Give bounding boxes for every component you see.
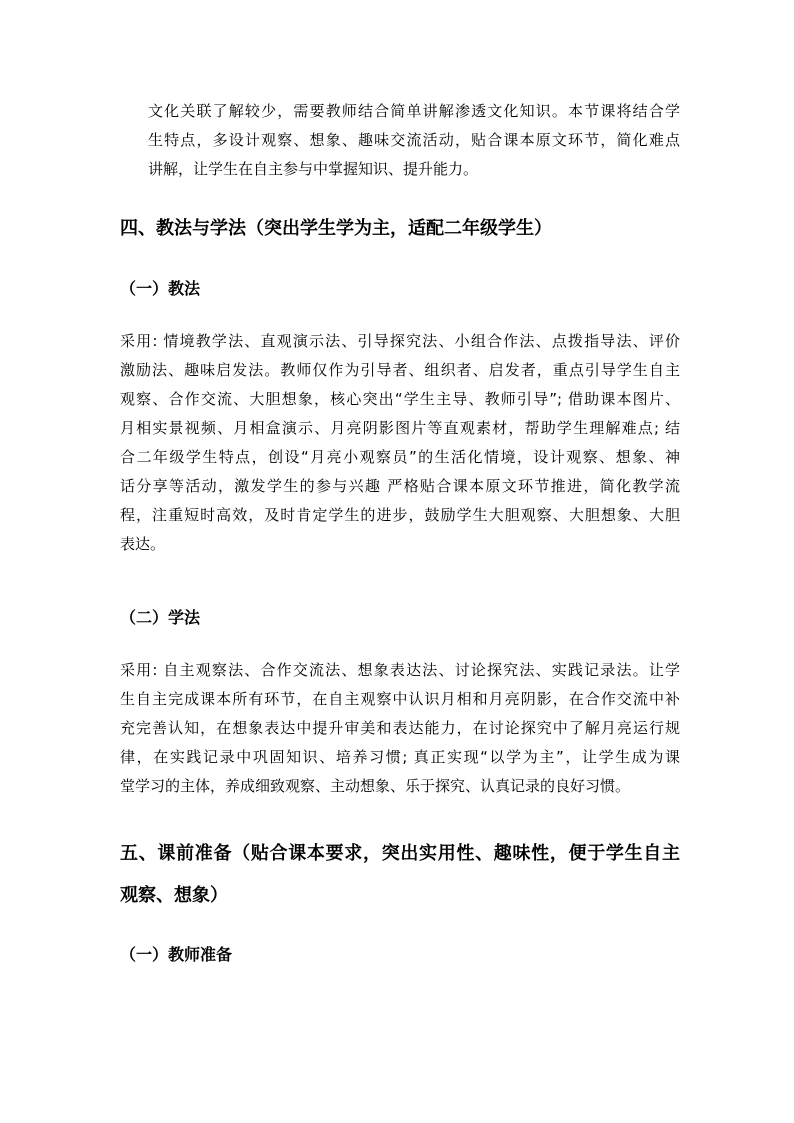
heading-line: 五、课前准备（贴合课本要求，突出实用性、趣味性，便于学生自主: [120, 843, 680, 864]
text-line: 生自主完成课本所有环节，在自主观察中认识月相和月亮阴影，在合作交流中补: [120, 690, 680, 708]
text-line: 表达。: [120, 535, 166, 553]
text-line: 文化关联了解较少，需要教师结合简单讲解渗透文化知识。本节课将结合学: [148, 102, 680, 120]
text-line: 程，注重短时高效，及时肯定学生的进步，鼓励学生大胆观察、大胆想象、大胆: [120, 506, 680, 524]
subsection-heading-learning-methods: （二）学法: [120, 608, 201, 627]
subsection-heading-teacher-preparation: （一）教师准备: [120, 945, 233, 964]
text-line: 生特点，多设计观察、想象、趣味交流活动，贴合课本原文环节，简化难点: [148, 131, 680, 149]
intro-paragraph: [148, 97, 680, 184]
text-line: 观察、合作交流、大胆想象，核心突出“学生主导、教师引导”; 借助课本图片、: [120, 390, 680, 408]
text-line: 采用: 情境教学法、直观演示法、引导探究法、小组合作法、点拨指导法、评价: [120, 332, 680, 350]
text-line: 激励法、趣味启发法。教师仅作为引导者、组织者、启发者，重点引导学生自主: [120, 361, 680, 379]
section-heading-4: 四、教法与学法（突出学生学为主，适配二年级学生）: [120, 218, 552, 239]
text-line: 话分享等活动，激发学生的参与兴趣 严格贴合课本原文环节推进，简化教学流: [120, 477, 680, 495]
text-line: 充完善认知，在想象表达中提升审美和表达能力，在讨论探究中了解月亮运行规: [120, 719, 680, 737]
heading-line: 观察、想象）: [120, 885, 228, 906]
section-heading-5: [120, 833, 680, 917]
text-line: 堂学习的主体，养成细致观察、主动想象、乐于探究、认真记录的良好习惯。: [120, 777, 631, 795]
subsection-heading-teaching-methods: （一）教法: [120, 279, 201, 298]
text-line: 合二年级学生特点，创设“月亮小观察员”的生活化情境，设计观察、想象、神: [120, 448, 680, 466]
text-line: 讲解，让学生在自主参与中掌握知识、提升能力。: [148, 160, 479, 178]
text-line: 月相实景视频、月相盒演示、月亮阴影图片等直观素材，帮助学生理解难点; 结: [120, 419, 680, 437]
learning-methods-paragraph: [120, 656, 680, 801]
teaching-methods-paragraph: [120, 327, 680, 559]
text-line: 采用: 自主观察法、合作交流法、想象表达法、讨论探究法、实践记录法。让学: [120, 661, 680, 679]
text-line: 律，在实践记录中巩固知识、培养习惯; 真正实现“以学为主”，让学生成为课: [120, 748, 680, 766]
